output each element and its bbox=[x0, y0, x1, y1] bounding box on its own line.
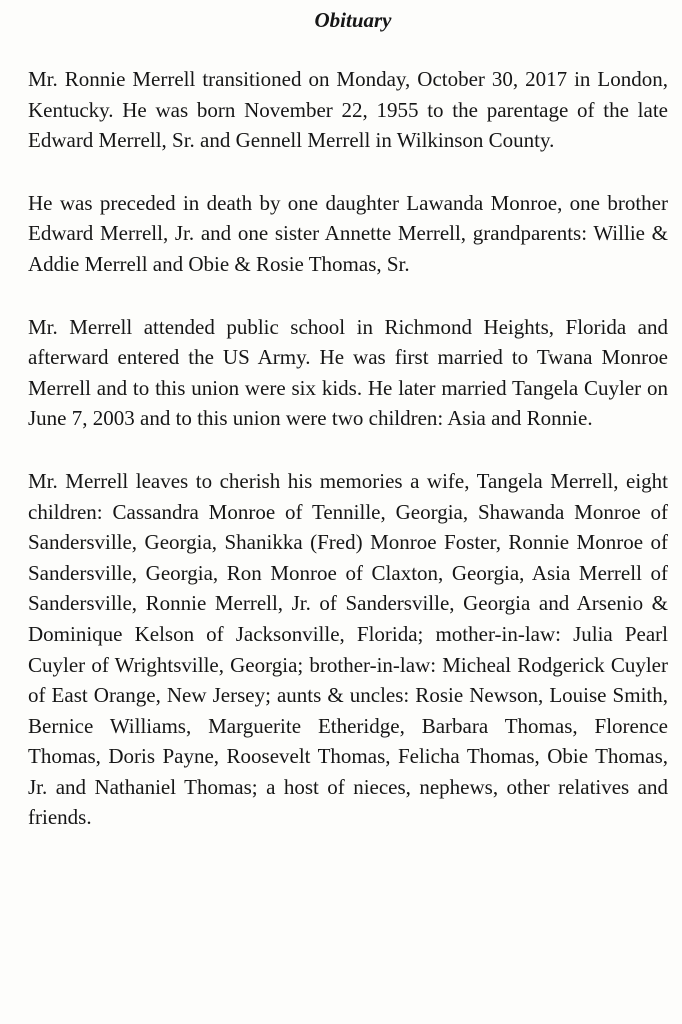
paragraph-life: Mr. Merrell attended public school in Richmond Heights, Florida and afterward entered the US Army. He was first married to Twana Monroe Merrell and to this union were six kids. He later married Tangela Cuyler on June 7, 2003 and to this union were two children: Asia and Ronnie. bbox=[28, 314, 668, 431]
paragraph-survivors: Mr. Merrell leaves to cherish his memories a wife, Tangela Merrell, eight children: Cassandra Monroe of Tennille, Georgia, Shawanda Monroe of Sandersville, Georgia, Shanikka (Fred) Monroe Foster, Ronnie Monroe of Sandersville, Georgia, Ron Monroe of Claxton, Georgia, Asia Merrell of Sandersville, Ronnie Merrell, Jr. of Sandersville, Georgia and Arsenio & Dominique Kelson of Jacksonville, Florida; mother-in-law: Julia Pearl Cuyler of Wrightsville, Georgia; brother-in-law: Micheal Rodgerick Cuyler of East Orange, New Jersey; aunts & uncles: Rosie Newson, Louise Smith, Bernice Williams, Marguerite Etheridge, Barbara Thomas, Florence Thomas, Doris Payne, Roosevelt Thomas, Felicha Thomas, Obie Thomas, Jr. and Nathaniel Thomas; a host of nieces, nephews, other relatives and friends. bbox=[28, 468, 668, 830]
paragraph-preceded: He was preceded in death by one daughter Lawanda Monroe, one brother Edward Merrell, Jr. and one sister Annette Merrell, grandparents: Willie & Addie Merrell and Obie & Rosie Thomas, Sr. bbox=[28, 190, 668, 276]
page-title: Obituary bbox=[314, 8, 392, 32]
paragraph-transition: Mr. Ronnie Merrell transitioned on Monday, October 30, 2017 in London, Kentucky. He was born November 22, 1955 to the parentage of the late Edward Merrell, Sr. and Gennell Merrell in Wilkinson County. bbox=[28, 67, 668, 153]
